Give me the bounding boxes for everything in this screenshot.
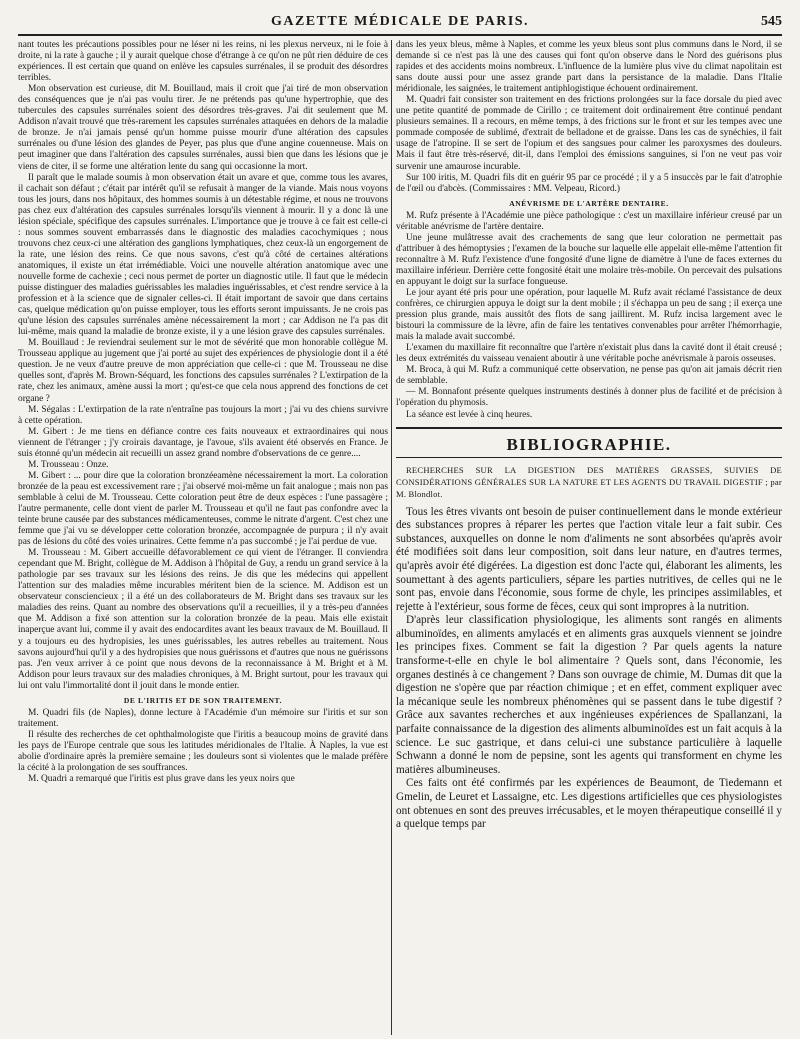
paragraph: M. Bouillaud : Je reviendrai seulement sur le mot de sévérité que mon honorable collègue M. Trousseau applique au jugement que j'ai porté au sujet des expériences de physiologie dont il a été question. Je ne veux d'autre preuve de mon appréciation que celle-ci : que M. Trousseau ne dise quelles sont, d'après M. Brown-Séquard, les fonctions des capsules surrénales ? L'extirpation de la rate, chez les animaux, amène aussi la mort ; qu'est-ce que cela nous apprend des fonctions de cet organe ? bbox=[18, 338, 388, 404]
paragraph: M. Trousseau : M. Gibert accueille défavorablement ce qui vient de l'étranger. Il conviendra cependant que M. Bright, collègue de M. Addison à l'hôpital de Guy, a rendu un grand service à la pathologie par ses travaux sur les lésions des reins. Je dis que les médecins qui appellent l'attention sur des maladies même incurables méritent bien de la science. M. Addison est un observateur consciencieux ; il a été un des collaborateurs de M. Bright dans ses travaux sur les maladies des reins. Quant au nombre des observations qu'il a recueillies, il y a très-peu d'années que M. Addison a fixé son attention sur la coloration bronzée de la peau. Mais elle existait inaperçue avant lui, comme il y avait des endocardites avant les beaux travaux de M. Bouillaud. Il y a toujours eu des hydropisies, les unes guérissables, les autres rebelles au traitement. Nous savons aujourd'hui qu'il y a des hydropisies que nous guérissons et d'autres que nous ne guérissons pas. J'en veux arriver à ce point que nous devons de la reconnaissance à M. Bright et à M. Addison pour leurs travaux sur des maladies chroniques, à M. Bright surtout, pour les travaux qui lui ont valu l'immortalité dont il jouit dans le monde entier. bbox=[18, 548, 388, 691]
paragraph: Il résulte des recherches de cet ophthalmologiste que l'iritis a beaucoup moins de gravité dans les pays de l'Europe centrale que sous les latitudes méridionales de l'Italie. À Naples, la vue est abolie d'ordinaire après la première semaine ; les douleurs sont si violentes que le malade préfère la cécité à la prolongation de ses souffrances. bbox=[18, 729, 388, 773]
bibliography-review-body bbox=[396, 506, 782, 832]
paragraph: Sur 100 iritis, M. Quadri fils dit en guérir 95 par ce procédé ; il y a 5 insuccès par le fait d'atrophie de l'œil ou d'abcès. (Commissaires : MM. Velpeau, Ricord.) bbox=[396, 172, 782, 194]
left-column bbox=[18, 40, 388, 1035]
academy-proceedings-continued bbox=[396, 40, 782, 421]
paragraph: M. Rufz présente à l'Académie une pièce pathologique : c'est un maxillaire inférieur creusé par un véritable anévrisme de l'artère dentaire. bbox=[396, 210, 782, 232]
section-heading: DE L'IRITIS ET DE SON TRAITEMENT. bbox=[123, 695, 283, 705]
paragraph: dans les yeux bleus, même à Naples, et comme les yeux bleus sont plus communs dans le Nord, il se demande si ce n'est pas là une des causes qui font qu'on observe dans le Nord des guérisons plus rapides et des accidents moins nombreux. L'influence de la lumière plus vive du climat napolitain est sans doute aussi pour une assez grande part dans la persistance de la maladie. Dans l'Italie méridionale, les saignées, le traitement antiphlogistique échouent ordinairement. bbox=[396, 40, 782, 95]
paragraph: — M. Bonnafont présente quelques instruments destinés à donner plus de facilité et de précision à l'opération du phymosis. bbox=[396, 387, 782, 409]
page-header bbox=[18, 8, 782, 36]
paragraph: Ces faits ont été confirmés par les expériences de Beaumont, de Tiedemann et Gmelin, de Leuret et Lassaigne, etc. Les digestions artificielles que ces physiologistes ont obtenues en sont des preuves irrécusables, et le moyen thérapeutique conseillé il y a quelque temps par bbox=[396, 777, 782, 831]
paragraph: La séance est levée à cinq heures. bbox=[406, 409, 533, 420]
paragraph: Tous les êtres vivants ont besoin de puiser continuellement dans le monde extérieur des substances propres à réparer les pertes que l'action vitale leur a fait subir. Ces substances, auxquelles on donne le nom d'aliments ne sont absorbées qu'après avoir été modifiées soit dans leur composition, soit dans leur nature, en d'autres termes, qu'après avoir été digérées. La digestion est donc l'acte qui, élaborant les aliments, les soumettant à des agents particuliers, sépare les parties nutritives, de celles qui ne le sont pas, envoie dans l'économie, sous forme de chyle, les principes assimilables, et rejette à l'extérieur, sous forme de fèces, ceux qui sont impropres à la nutrition. bbox=[396, 505, 782, 613]
column-rule bbox=[391, 40, 392, 1035]
paragraph: M. Trousseau : Onze. bbox=[28, 459, 109, 470]
paragraph: Une jeune mulâtresse avait des crachements de sang que leur coloration ne permettait pas d'attribuer à des hémoptysies ; l'examen de la bouche sur laquelle elle appelait elle-même l'attention fit reconnaître à M. Rufz l'existence d'une fongosité d'une ligne de diamètre à l'une de faces externes du maxillaire inférieur. Derrière cette fongosité était une molaire très-mobile. On percevait des pulsations en appuyant le doigt sur la surface fongueuse. bbox=[396, 232, 782, 287]
bibliography-banner bbox=[396, 427, 782, 458]
paragraph: M. Gibert : Je me tiens en défiance contre ces faits nouveaux et extraordinaires qui nous viennent de l'étranger ; j'y croirais davantage, je l'avoue, s'ils avaient été observés en France. Je suis étonné qu'un médecin ait recueilli un assez grand nombre d'observations de ce genre.... bbox=[18, 426, 388, 459]
running-title: GAZETTE MÉDICALE DE PARIS. bbox=[270, 14, 530, 29]
review-title: RECHERCHES SUR LA DIGESTION DES MATIÈRES GRASSES, SUIVIES DE CONSIDÉRATIONS GÉNÉRALES SUR LA NATURE ET LES AGENTS DU TRAVAIL DIGESTIF ; par M. Blondlot. bbox=[396, 464, 782, 499]
right-column bbox=[396, 40, 782, 1035]
page-number: 545 bbox=[761, 14, 782, 29]
bibliography-heading: BIBLIOGRAPHIE. bbox=[506, 434, 672, 454]
paragraph: Il paraît que le malade soumis à mon observation était un avare et que, comme tous les avares, il cachait son défaut ; c'était par intérêt qu'il se refusait à manger de la viande. Mais nous voyons tous les jours, dans nos hôpitaux, des hommes soumis à un détestable régime, et nous ne trouvons pas chez eux d'altération des capsules surrénales lorsqu'ils viennent à mourir. Il y a donc là une lésion spéciale, spécifique des capsules surrénales. L'importance que je trouve à ce fait est celle-ci : nous sommes souvent embarrassés dans le diagnostic des maladies cacochymiques ; nous trouvons chez ceux-ci une altération des ganglions lymphatiques, chez ceux-là un engorgement de la rate, une lésion des reins. Ce que nous savons, c'est qu'à côté de certaines altérations anatomiques, il existe un état irrémédiable. Voici une nouvelle altération anatomique avec une nouvelle forme de cachexie ; ceci nous permet de porter un diagnostic utile. Il faut que le médecin puisse distinguer des maladies guérissables les maladies inguérissables, et c'est rendre service à la profession et à la science que de signaler celles-ci. Il était important de savoir que dans certains cas, quelque médication qu'on puisse employer, tous les efforts seront impuissants. Je ne crois pas qu'une lésion des capsules surrénales amène nécessairement la mort ; car Addison ne l'a pas dit lui-même, mais quand la maladie de bronze existe, il y a une lésion grave des capsules surrénales. bbox=[18, 172, 388, 338]
paragraph: M. Quadri a remarqué que l'iritis est plus grave dans les yeux noirs que bbox=[28, 774, 295, 785]
paragraph: M. Quadri fils (de Naples), donne lecture à l'Académie d'un mémoire sur l'iritis et sur son traitement. bbox=[18, 707, 388, 729]
paragraph: D'après leur classification physiologique, les aliments sont rangés en aliments albuminoïdes, en aliments amylacés et en aliments gras auxquels viennent se joindre les principes fixes. Comment se fait la digestion ? Par quels agents la nature transforme-t-elle en chyle le bol alimentaire ? Quels sont, dans l'économie, les organes destinés à ce changement ? Dans son ouvrage de chimie, M. Dumas dit que la digestion ne s'opère que par réaction chimique ; et en effet, comment expliquer avec la mécanique seule les nombreux phénomènes qui se passent dans le tube digestif ? Grâce aux savantes recherches et aux ingénieuses expériences de Spallanzani, la parfaite connaissance de la digestion des aliments albuminoïdes est un fait acquis à la science. Le suc gastrique, et dans celui-ci une substance particulière à laquelle Schwann a donné le nom de pepsine, sont les agents qui transforment en chyme les matières albumineuses. bbox=[396, 614, 782, 776]
paragraph: Le jour ayant été pris pour une opération, pour laquelle M. Rufz avait réclamé l'assistance de deux confrères, ce chirurgien appuya le doigt sur la dent mobile ; il s'échappa un peu de sang ; il exerça une pression plus grande, mais aussitôt des flots de sang jaillirent. M. Rufz incisa largement avec le bistouri la commissure de la lèvre, afin de faire les tentatives convenables pour arrêter l'hémorrhagie, mais la malade avait succombé. bbox=[396, 287, 782, 343]
paragraph: M. Broca, à qui M. Rufz a communiqué cette observation, ne pense pas qu'on ait jamais décrit rien de semblable. bbox=[396, 365, 782, 387]
paragraph: M. Quadri fait consister son traitement en des frictions prolongées sur la face dorsale du pied avec une petite quantité de pommade de Cirillo ; ce traitement doit ordinairement être continué pendant plusieurs semaines. Il a recours, en même temps, à des frictions sur le front et sur les tempes avec une pommade composée de sublimé, d'extrait de belladone et de graisse. Dans les cas de synéchies, il fait usage de l'atropine. Il se sert de l'opium et des sangsues pour calmer les paroxysmes des douleurs. Mais il faut être très-réservé, dit-il, dans l'emploi des émissions sanguines, si l'on ne veut pas voir survenir une amaurose incurable. bbox=[396, 95, 782, 172]
paragraph: nant toutes les précautions possibles pour ne léser ni les reins, ni les plexus nerveux, ni le foie à droite, ni la rate à gauche ; il y aurait quelque chose d'étrange à ce qu'on ne pût rien déduire de ces expériences. Il est certain que quand on enlève les capsules surrénales, il se produit des désordres terribles. bbox=[18, 40, 388, 84]
paragraph: Mon observation est curieuse, dit M. Bouillaud, mais il croit que j'ai tiré de mon observation des conséquences que je n'ai pas voulu tirer. Je ne prétends pas qu'une hypertrophie, que des tubercules des capsules surrénales soient des désordres très-graves. J'ai dit seulement que M. Addison n'avait trouvé que très-rarement les capsules surrénales attaquées en dehors de la maladie de bronze. Je n'ai jamais pensé qu'un homme puisse mourir d'une altération des capsules surrénales ou d'une lésion des glandes de Peyer, pas plus que d'une angine couenneuse. Mais on peut imaginer que dans l'altération des capsules surrénales, aussi bien que dans les lésions que je viens de citer, il se forme une altération lente du sang qui occasionne la mort. bbox=[18, 84, 388, 172]
section-heading: ANÉVRISME DE L'ARTÈRE DENTAIRE. bbox=[509, 198, 669, 208]
paragraph: L'examen du maxillaire fit reconnaître que l'artère n'existait plus dans la cavité dont il était creusé ; les deux extrémités du vaisseau venaient aboutir à une véritable poche anévrismale à parois osseuses. bbox=[396, 343, 782, 365]
paragraph: M. Gibert : ... pour dire que la coloration bronzéeamène nécessairement la mort. La coloration bronzée de la peau est excessivement rare ; j'ai observé moi-même un fait analogue ; mais non pas semblable à celui de M. Trousseau. Cette coloration peut être de deux espèces : l'une passagère ; l'autre permanente, celle dont vient de parler M. Trousseau et qu'il ne faut pas confondre avec la teinte brune causée par des substances médicamenteuses, comme le nitrate d'argent. C'est chez une femme que j'ai vu se développer cette coloration bronzée, accompagnée de purpura ; il n'y avait pas de lésions du côté des voies urinaires. Cette femme n'a pas succombé ; je l'ai perdue de vue. bbox=[18, 470, 388, 548]
paragraph: M. Ségalas : L'extirpation de la rate n'entraîne pas toujours la mort ; j'ai vu des chiens survivre à cette opération. bbox=[18, 404, 388, 426]
